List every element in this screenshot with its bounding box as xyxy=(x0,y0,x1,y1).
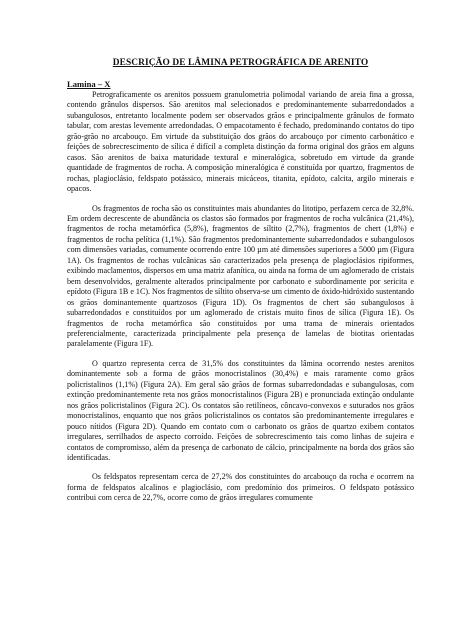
paragraph-feldspar: Os feldspatos representam cerca de 27,2% dos constituintes do arcabouço da rocha e ocorrem na forma de feldspatos alcalinos e plagioclásio, com predomínio dos primeiros. O feldspato potássico contribui com cerca de 22,7%, ocorre como de grãos irregulares comumente xyxy=(67,472,414,503)
document-title: DESCRIÇÃO DE LÂMINA PETROGRÁFICA DE ARENITO xyxy=(112,58,369,68)
paragraph-rock-fragments: Os fragmentos de rocha são os constituintes mais abundantes do litotipo, perfazem cerca de 32,8%. Em ordem decrescente de abundância os clastos são formados por fragmentos de rocha vulcânica (21,4%), fragmentos de rocha metamórfica (5,8%), fragmentos de síltito (2,7%), fragmentos de chert (1,8%) e fragmentos de rocha pelítica (1,1%). São fragmentos predominantemente subarredondados e subangulosos com dimensões variadas, comumente ocorrendo entre 100 µm até dimensões superiores a 5000 µm (Figura 1A). Os fragmentos de rochas vulcânicas são caracterizados pela presença de plagioclásios ripiformes, exibindo maclamentos, dispersos em uma matriz afanítica, ou ainda na forma de um aglomerado de cristais bem desenvolvidos, geralmente alterados principalmente por carbonato e subordinamente por sericita e epídoto (Figura 1B e 1C). Nos fragmentos de síltito observa-se um cimento de óxido-hidróxido sustentando os grãos dominantemente quartzosos (Figura 1D). Os fragmentos de chert são subangulosos à subarredondados e constituídos por um aglomerado de cristais muito finos de sílica (Figura 1E). Os fragmentos de rocha metamórfica são constituídos por uma trama de minerais orientados preferencialmente, caracterizada principalmente pela presença de lamelas de biotitas orientadas paralelamente (Figura 1F). xyxy=(67,203,414,349)
paragraph-quartz: O quartzo representa cerca de 31,5% dos constituintes da lâmina ocorrendo nestes arenitos dominantemente sob a forma de grãos monocristalinos (30,4%) e mais raramente como grãos policristalinos (1,1%) (Figura 2A). Em geral são grãos de formas subarredondadas e subangulosas, com extinção predominantemente reta nos grãos monocristalinos (Figura 2B) e pronunciada extinção ondulante nos grãos policristalinos (Figura 2C). Os contatos são retilíneos, côncavo-convexos e suturados nos grãos monocristalinos, enquanto que nos grãos policristalinos os contatos são predominantemente irregulares e pouco nítidos (Figura 2D). Quando em contato com o carbonato os grãos de quartzo exibem contatos irregulares, serrilhados de aspecto corroído. Feições de sobrecrescimento tais como linhas de sujeira e contatos de compromisso, além da presença de carbonato de cálcio, principalmente na borda dos grãos são identificadas. xyxy=(67,358,414,462)
section-heading: Lamina – X xyxy=(67,79,111,89)
paragraph-texture: Petrograficamente os arenitos possuem granulometria polimodal variando de areia fina a grossa, contendo grânulos dispersos. São arenitos mal selecionados e predominantemente subarredondados a subangulosos, entretanto localmente podem ser observados grãos e principalmente grânulos de formato tabular, com arestas levemente arredondadas. O empacotamento é fechado, predominando contatos do tipo grão-grão no arcabouço. Em virtude da substituição dos grãos do arcabouço por cimento carbonático e feições de sobrecrescimento de sílica é difícil a completa distinção da forma original dos grãos em alguns casos. São arenitos de baixa maturidade textural e mineralógica, sobretudo em virtude da grande quantidade de fragmentos de rocha. A composição mineralógica é constituída por quartzo, fragmentos de rochas, plagioclásio, feldspato potássico, minerais micáceos, titanita, epídoto, calcita, argilo minerais e opacos. xyxy=(67,90,414,194)
